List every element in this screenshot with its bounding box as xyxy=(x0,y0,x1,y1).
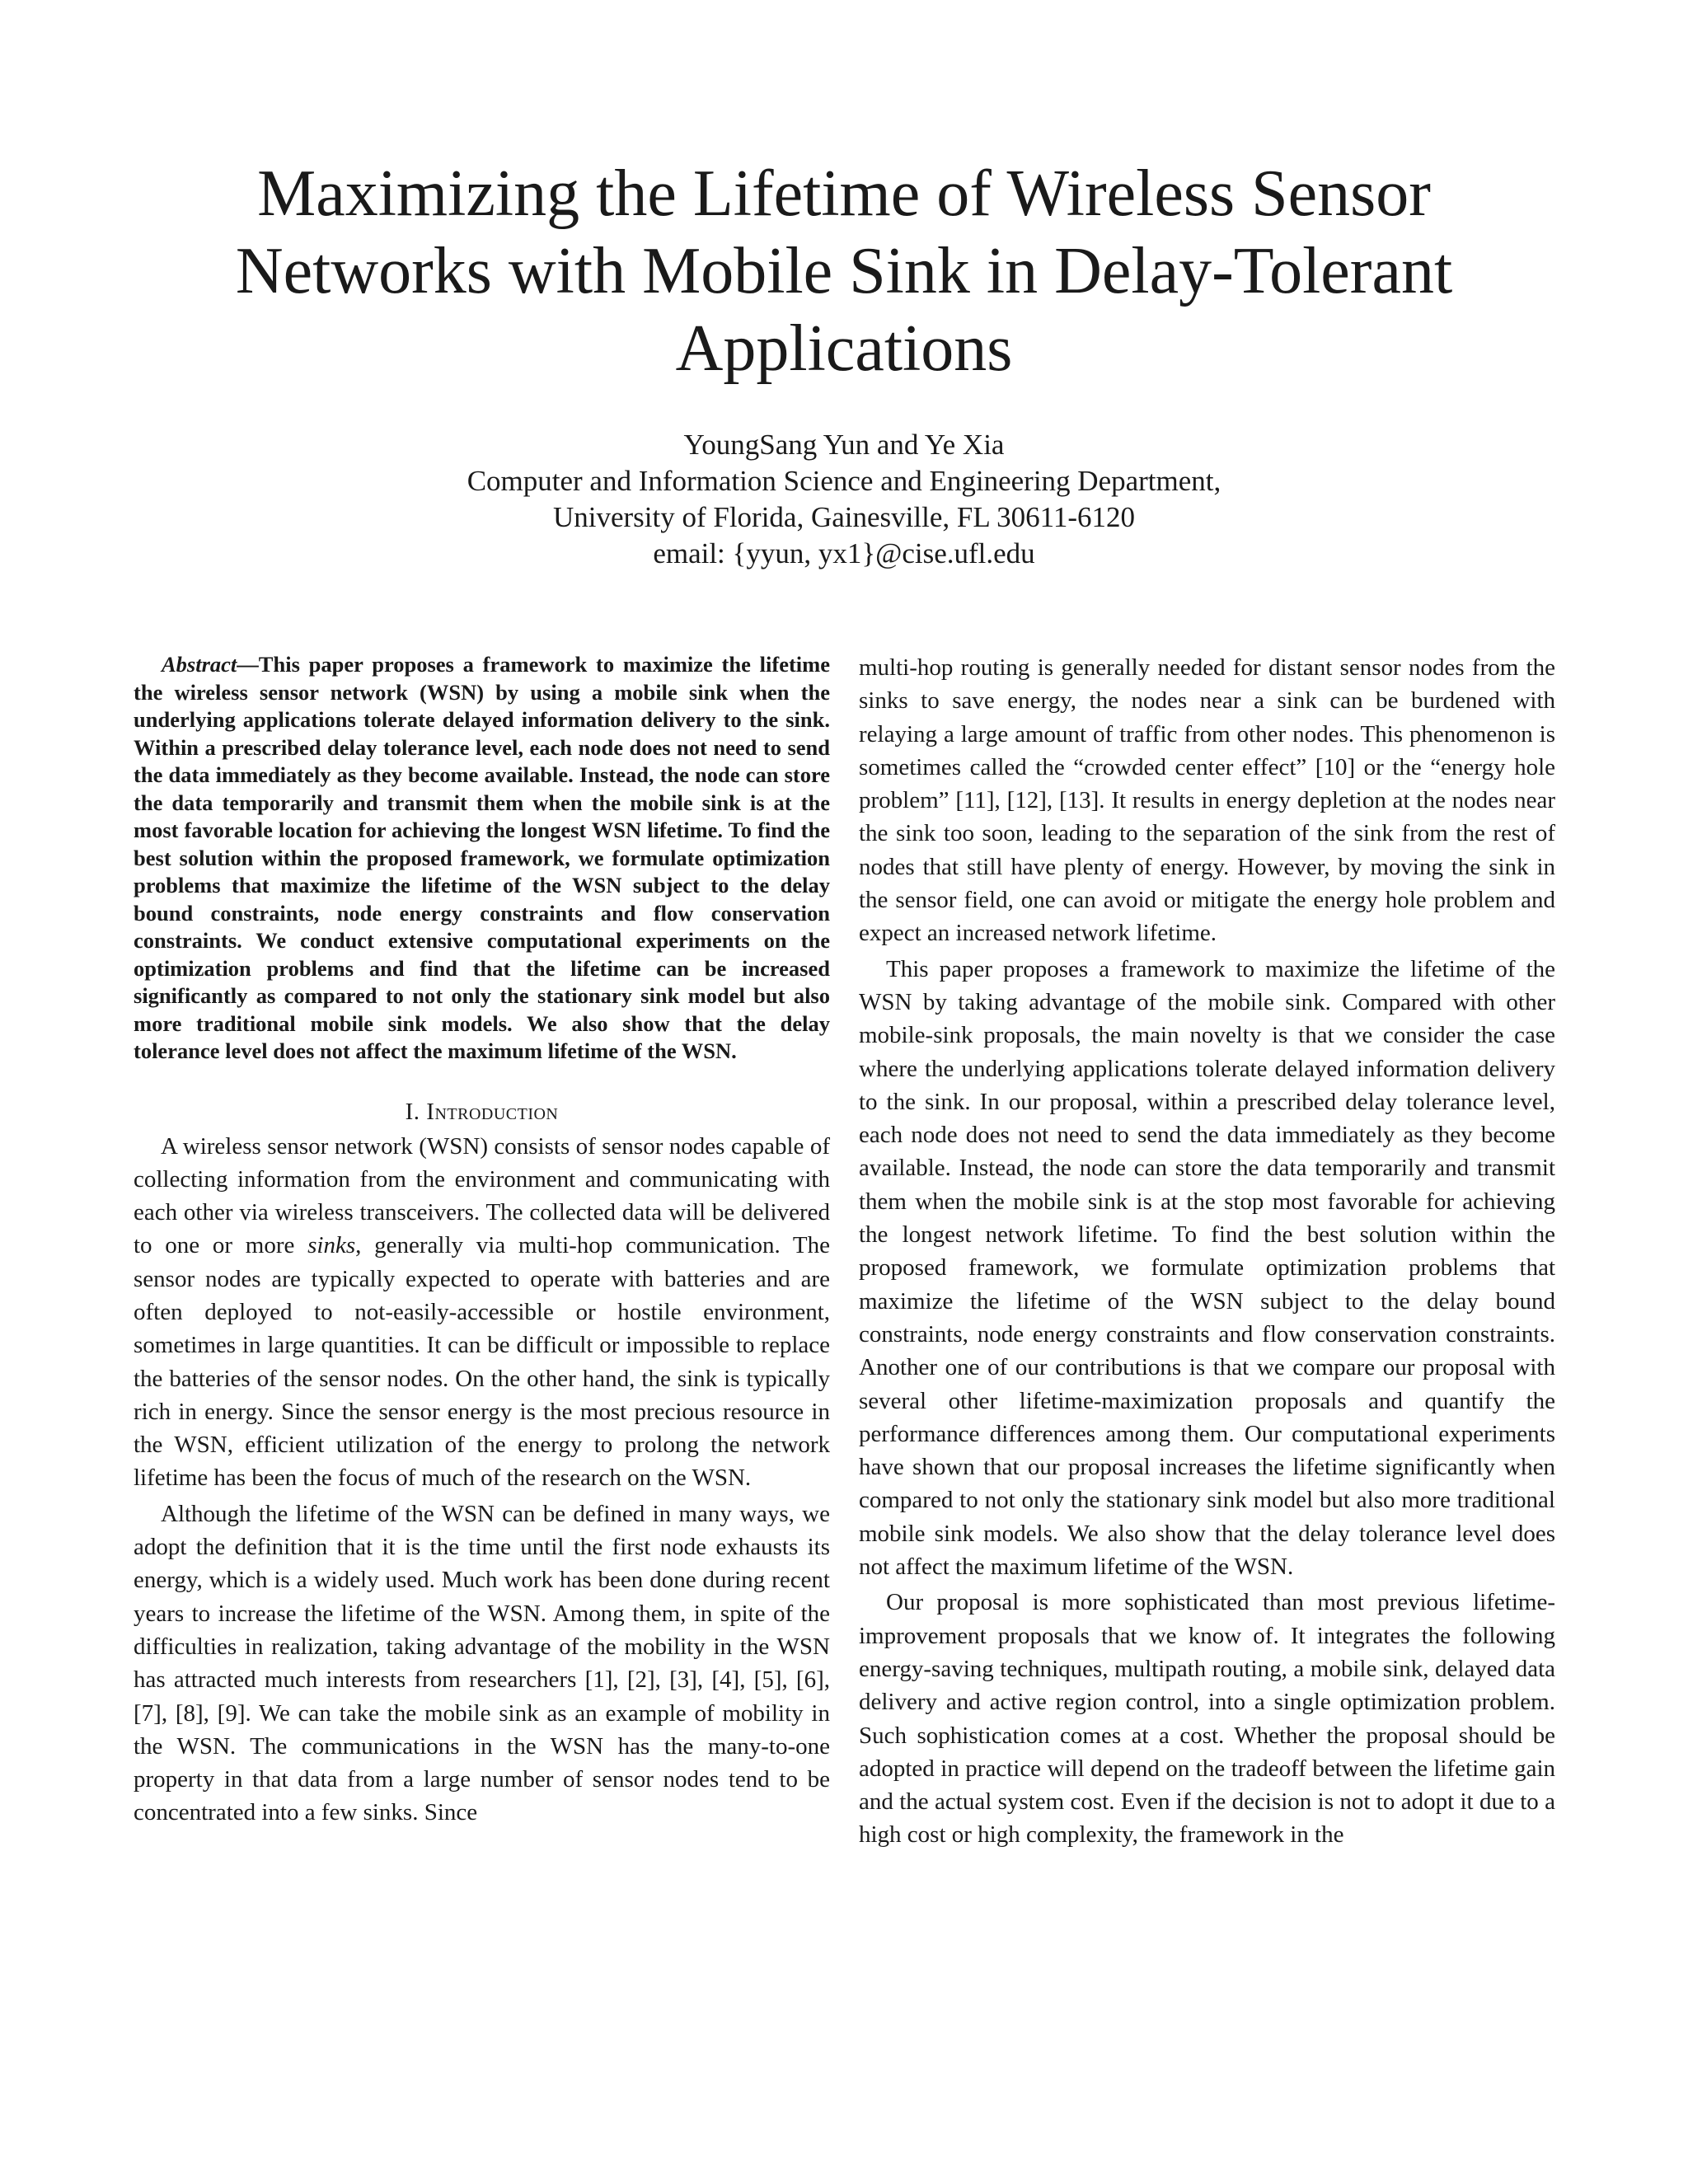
paper-title: Maximizing the Lifetime of Wireless Sensor Networks with Mobile Sink in Delay-Tolerant Applications xyxy=(235,157,1453,385)
section-heading-introduction xyxy=(134,1095,830,1128)
abstract xyxy=(134,651,830,1066)
intro-paragraph-2-continued: multi-hop routing is generally needed for distant sensor nodes from the sinks to save energy, the nodes near a sink can be burdened with relaying a large amount of traffic from other nodes. This phenomenon is sometimes called the “crowded center effect” [10] or the “energy hole problem” [11], [12], [13]. It results in energy depletion at the nodes near the sink too soon, leading to the separation of the sink from the rest of nodes that still have plenty of energy. However, by moving the sink in the sensor field, one can avoid or mitigate the energy hole problem and expect an increased network lifetime. xyxy=(859,654,1555,947)
affiliation-department: Computer and Information Science and Engineering Department, xyxy=(467,465,1221,497)
intro-paragraph-1-text-b: , generally via multi-hop communication. The sensor nodes are typically expected to operate with batteries and are often deployed to not-easily-accessible or hostile environment, sometimes in large quantities. It can be difficult or impossible to replace the batteries of the sensor nodes. On the other hand, the sink is typically rich in energy. Since the sensor energy is the most precious resource in the WSN, efficient utilization of the energy to prolong the network lifetime has been the focus of much of the research on the WSN. xyxy=(134,1232,831,1492)
intro-paragraph-3: This paper proposes a framework to maximize the lifetime of the WSN by taking advantage of the mobile sink. Compared with other mobile-sink proposals, the main novelty is that we consider the case where the underlying applications tolerate delayed information delivery to the sink. In our proposal, within a prescribed delay tolerance level, each node does not need to send the data immediately as they become available. Instead, the node can store the data temporarily and transmit them when the mobile sink is at the stop most favorable for achieving the longest network lifetime. To find the best solution within the proposed framework, we formulate optimization problems that maximize the lifetime of the WSN subject to the delay bound constraints, node energy constraints and flow conservation constraints. Another one of our contributions is that we compare our proposal with several other lifetime-maximization proposals and quantify the performance differences among them. Our computational experiments have shown that our proposal increases the lifetime significantly when compared to not only the stationary sink model but also more traditional mobile sink models. We also show that the delay tolerance level does not affect the maximum lifetime of the WSN. xyxy=(859,955,1555,1581)
intro-paragraph-4: Our proposal is more sophisticated than most previous lifetime-improvement proposals that we know of. It integrates the following energy-saving techniques, multipath routing, a mobile sink, delayed data delivery and active region control, into a single optimization problem. Such sophistication comes at a cost. Whether the proposal should be adopted in practice will depend on the tradeoff between the lifetime gain and the actual system cost. Even if the decision is not to adopt it due to a high cost or high complexity, the framework in the xyxy=(859,1589,1555,1849)
abstract-dash: — xyxy=(237,652,259,677)
affiliation-university: University of Florida, Gainesville, FL 30611-6120 xyxy=(552,501,1136,533)
left-column xyxy=(134,651,830,1832)
intro-paragraph-1-text-a: A wireless sensor network (WSN) consists of sensor nodes capable of collecting information from the environment and communicating with each other via wireless transceivers. The collected data will be delivered to one or more xyxy=(134,1132,830,1259)
section-title: Introduction xyxy=(426,1098,559,1125)
intro-paragraph-2: Although the lifetime of the WSN can be defined in many ways, we adopt the definition that it is the time until the first node exhausts its energy, which is a widely used. Much work has been done during recent years to increase the lifetime of the WSN. Among them, in spite of the difficulties in realization, taking advantage of the mobility in the WSN has attracted much interests from researchers [1], [2], [3], [4], [5], [6], [7], [8], [9]. We can take the mobile sink as an example of mobility in the WSN. The communications in the WSN has the many-to-one property in that data from a large number of sensor nodes tend to be concentrated into a few sinks. Since xyxy=(134,1500,830,1826)
term-sinks: sinks xyxy=(307,1232,356,1259)
section-number: I. xyxy=(405,1098,420,1125)
intro-paragraph-1 xyxy=(134,1130,830,1495)
right-column xyxy=(859,651,1555,1854)
abstract-text: This paper proposes a framework to maximize the lifetime the wireless sensor network (WSN) by using a mobile sink when the underlying applications tolerate delayed information delivery to the sink. Within a prescribed delay tolerance level, each node does not need to send the data immediately as they become available. Instead, the node can store the data temporarily and transmit them when the mobile sink is at the most favorable location for achieving the longest WSN lifetime. To find the best solution within the proposed framework, we formulate optimization problems that maximize the lifetime of the WSN subject to the delay bound constraints, node energy constraints and flow conservation constraints. We conduct extensive computational experiments on the optimization problems and find that the lifetime can be increased significantly as compared to not only the stationary sink model but also more traditional mobile sink models. We also show that the delay tolerance level does not affect the maximum lifetime of the WSN. xyxy=(134,652,830,1063)
abstract-label: Abstract xyxy=(162,652,237,677)
author-names: YoungSang Yun and Ye Xia xyxy=(683,429,1005,461)
author-block xyxy=(247,427,1441,572)
author-email: email: {yyun, yx1}@cise.ufl.edu xyxy=(653,537,1035,569)
